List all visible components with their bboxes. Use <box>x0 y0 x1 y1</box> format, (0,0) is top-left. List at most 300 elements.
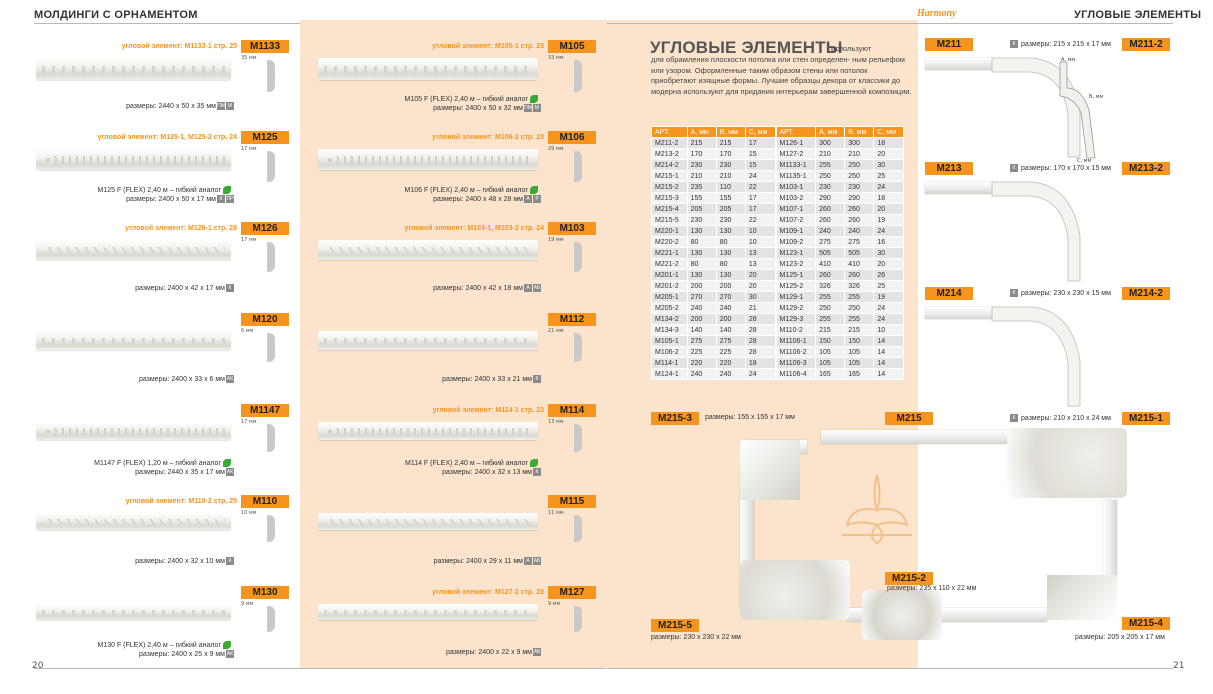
corner-element-label <box>316 407 544 414</box>
table-cell: 230 <box>816 182 845 193</box>
table-cell: 24 <box>745 171 775 182</box>
molding-size-text: размеры: 2400 x 25 x 9 мм <box>138 650 225 658</box>
table-cell: 260 <box>816 215 845 226</box>
table-row <box>652 292 904 303</box>
table-cell: M214-2 <box>652 160 688 171</box>
table-cell: 225 <box>687 347 716 358</box>
depth-dim: 9 мм <box>241 601 254 607</box>
table-cell: M114-1 <box>652 358 688 369</box>
profile-section <box>574 60 582 92</box>
table-row <box>652 336 904 347</box>
material-badge: А <box>524 284 532 292</box>
profile-section <box>267 333 275 362</box>
table-cell: 410 <box>816 259 845 270</box>
corner-element-text: угловой элемент: M103-1, M103-2 <box>404 225 519 232</box>
corner-code-tag-2: M211-2 <box>1122 38 1170 51</box>
table-cell: 20 <box>874 259 904 270</box>
molding-code-tag: M112 <box>548 313 596 326</box>
table-cell: 16 <box>874 237 904 248</box>
table-cell: M110-2 <box>776 325 816 336</box>
corner-size-text: размеры: 215 x 215 x 17 мм <box>1021 40 1111 48</box>
table-row <box>652 193 904 204</box>
depth-dim: 17 мм <box>241 237 257 243</box>
m215-tag: M215 <box>885 412 933 425</box>
molding-size <box>124 195 234 203</box>
table-cell: 105 <box>845 358 874 369</box>
table-cell: M129-2 <box>776 303 816 314</box>
table-row <box>652 303 904 314</box>
table-cell: 240 <box>816 226 845 237</box>
depth-dim: 10 мм <box>241 510 257 516</box>
table-header-cell: A, мм <box>816 127 845 138</box>
m215-3-tag: M215-3 <box>651 412 699 425</box>
table-cell: 255 <box>845 314 874 325</box>
molding-size-text: размеры: 2400 x 22 x 9 мм <box>445 648 532 656</box>
molding-code-tag: M126 <box>241 222 289 235</box>
molding-size <box>124 468 234 476</box>
molding-image <box>36 422 231 440</box>
material-badge: АБ <box>533 649 541 655</box>
table-row <box>652 160 904 171</box>
corner-element-label <box>316 589 544 596</box>
table-cell: 20 <box>745 270 775 281</box>
profile-section <box>574 242 582 272</box>
corner-size <box>1009 40 1111 48</box>
profile-section <box>574 333 582 362</box>
corner-code-tag: M211 <box>925 38 973 51</box>
material-badge: К <box>217 195 225 203</box>
table-cell: 240 <box>687 303 716 314</box>
table-cell: 210 <box>816 149 845 160</box>
table-cell: 225 <box>716 347 745 358</box>
table-cell: 18 <box>745 358 775 369</box>
table-cell: 215 <box>816 325 845 336</box>
corner-size-text: размеры: 230 x 230 x 15 мм <box>1021 289 1111 297</box>
leaf-icon <box>223 641 231 649</box>
molding-size <box>431 104 541 112</box>
molding-image <box>318 58 538 80</box>
table-cell: M103-2 <box>776 193 816 204</box>
table-cell: 255 <box>816 314 845 325</box>
table-cell: 165 <box>845 369 874 380</box>
right-page-header: УГЛОВЫЕ ЭЛЕМЕНТЫ <box>1074 9 1202 21</box>
table-cell: 270 <box>687 292 716 303</box>
profile-section <box>267 242 275 272</box>
corner-element-text: угловой элемент: M110-2 <box>125 498 212 505</box>
molding-code-tag: M127 <box>548 586 596 599</box>
page-ref: стр. 24 <box>520 225 544 232</box>
table-cell: 18 <box>874 193 904 204</box>
table-cell: M215-1 <box>652 171 688 182</box>
dim-b-text: B, мм <box>1089 94 1104 100</box>
profile-section <box>267 424 275 452</box>
table-cell: 215 <box>716 138 745 149</box>
intro-text: для обрамления плоскости потолка или стен определен- ным рельефом или узором. Оформленные таким образом стены или потолок приобретают изящные формы. Лучшие образцы декора от классики до модерна используют для придания интерьерам завершенной композиции. <box>651 55 912 96</box>
footer-rule <box>34 668 606 669</box>
depth-dim: 6 мм <box>241 328 254 334</box>
table-cell: 205 <box>687 204 716 215</box>
table-row <box>652 171 904 182</box>
table-cell: 250 <box>845 303 874 314</box>
table-cell: 240 <box>716 369 745 380</box>
page-ref: стр. 23 <box>520 43 544 50</box>
table-cell: 130 <box>687 270 716 281</box>
table-cell: 275 <box>845 237 874 248</box>
table-row <box>652 182 904 193</box>
table-cell: 130 <box>687 248 716 259</box>
profile-section <box>267 606 275 632</box>
leaf-icon <box>530 186 538 194</box>
molding-size-text: размеры: 2400 x 50 x 32 мм <box>433 104 523 112</box>
table-cell: 240 <box>687 369 716 380</box>
leaf-icon <box>530 95 538 103</box>
table-cell: M215-5 <box>652 215 688 226</box>
table-cell: 250 <box>816 303 845 314</box>
flex-analog-text <box>316 459 538 467</box>
m215-4-size: размеры: 205 x 205 x 17 мм <box>1075 634 1165 641</box>
table-cell: 17 <box>745 138 775 149</box>
table-cell: 130 <box>716 226 745 237</box>
table-cell: 19 <box>874 292 904 303</box>
table-header-cell: АРТ. <box>776 127 816 138</box>
table-header-cell: C, мм <box>745 127 775 138</box>
molding-image <box>318 331 538 350</box>
table-cell: 110 <box>716 182 745 193</box>
dim-c-text: C, мм <box>1077 158 1092 164</box>
table-cell: 155 <box>716 193 745 204</box>
material-badge: АК <box>226 469 234 475</box>
table-cell: M107-1 <box>776 204 816 215</box>
table-cell: 410 <box>845 259 874 270</box>
corner-m215-1-image <box>1007 428 1127 498</box>
corner-curve-image <box>992 301 1092 411</box>
table-cell: 80 <box>716 237 745 248</box>
corner-element-text: угловой элемент: M105-1 <box>432 43 519 50</box>
table-cell: 210 <box>716 171 745 182</box>
molding-code-tag: M125 <box>241 131 289 144</box>
table-cell: 22 <box>745 215 775 226</box>
molding-size <box>431 284 541 292</box>
table-cell: 130 <box>716 270 745 281</box>
material-badge: М <box>227 103 233 109</box>
table-cell: 326 <box>816 281 845 292</box>
table-cell: M106-2 <box>652 347 688 358</box>
depth-dim: 17 мм <box>241 146 257 152</box>
table-cell: M201-2 <box>652 281 688 292</box>
table-cell: 275 <box>716 336 745 347</box>
molding-size <box>124 650 234 658</box>
molding-image <box>318 604 538 620</box>
corner-code-tag-2: M214-2 <box>1122 287 1170 300</box>
table-cell: 150 <box>816 336 845 347</box>
flex-analog-label: M114 F (FLEX) 2,40 м – гибкий аналог <box>405 459 528 467</box>
material-badge: К <box>226 284 234 292</box>
table-cell: 220 <box>687 358 716 369</box>
material-badge: АК <box>226 651 234 657</box>
leaf-icon <box>223 459 231 467</box>
table-cell: 230 <box>687 215 716 226</box>
molding-size-text: размеры: 2400 x 48 x 28 мм <box>433 195 523 203</box>
molding-code-tag: M120 <box>241 313 289 326</box>
table-cell: 220 <box>716 358 745 369</box>
table-cell: 30 <box>874 160 904 171</box>
table-header-cell: C, мм <box>874 127 904 138</box>
table-row <box>652 347 904 358</box>
table-cell: 25 <box>874 281 904 292</box>
corner-code-tag: M214 <box>925 287 973 300</box>
page-ref: стр. 25 <box>213 43 237 50</box>
depth-dim: 11 мм <box>548 510 564 516</box>
corner-element-text: угловой элемент: M127-2 <box>432 589 519 596</box>
table-cell: M1133-1 <box>776 160 816 171</box>
table-cell: M127-2 <box>776 149 816 160</box>
table-row <box>652 358 904 369</box>
table-cell: 210 <box>687 171 716 182</box>
table-cell: 20 <box>874 204 904 215</box>
molding-image <box>318 149 538 170</box>
table-cell: 24 <box>874 182 904 193</box>
table-cell: 326 <box>845 281 874 292</box>
table-cell: 260 <box>845 204 874 215</box>
table-cell: M213-2 <box>652 149 688 160</box>
corner-horizontal-arm <box>925 182 995 194</box>
table-cell: M125-2 <box>776 281 816 292</box>
profile-section <box>574 606 582 632</box>
table-cell: 260 <box>816 204 845 215</box>
table-cell: 155 <box>687 193 716 204</box>
flex-analog-label: M105 F (FLEX) 2,40 м – гибкий аналог <box>404 95 528 103</box>
intro-lead: используют <box>831 44 872 53</box>
profile-section <box>574 515 582 542</box>
table-row <box>652 215 904 226</box>
molding-size <box>124 557 234 565</box>
corner-element-text: угловой элемент: M125-1, M125-2 <box>97 134 212 141</box>
table-cell: 255 <box>845 292 874 303</box>
table-cell: M1106-2 <box>776 347 816 358</box>
table-cell: M109-2 <box>776 237 816 248</box>
table-cell: 215 <box>687 138 716 149</box>
table-header-cell: B, мм <box>845 127 874 138</box>
material-badge: К <box>1010 40 1018 48</box>
depth-dim: 35 мм <box>241 55 257 61</box>
material-badge: ПМ <box>217 103 225 109</box>
leaf-icon <box>223 186 231 194</box>
corner-horizontal-arm <box>925 58 995 70</box>
table-cell: 24 <box>874 226 904 237</box>
table-cell: 505 <box>845 248 874 259</box>
flex-analog-text <box>34 186 231 194</box>
corner-element-label <box>34 498 237 505</box>
table-cell: 260 <box>816 270 845 281</box>
material-badge: К <box>533 375 541 383</box>
table-cell: M221-1 <box>652 248 688 259</box>
table-cell: 230 <box>687 160 716 171</box>
m215-5-size: размеры: 230 x 230 x 22 мм <box>651 634 741 641</box>
material-badge: АК <box>226 376 234 382</box>
m215-1-tag: M215-1 <box>1122 412 1170 425</box>
table-cell: 300 <box>845 138 874 149</box>
material-badge: К <box>1010 414 1018 422</box>
material-badge: К <box>533 468 541 476</box>
table-cell: 250 <box>845 171 874 182</box>
material-badge: А <box>524 557 532 565</box>
table-cell: 300 <box>816 138 845 149</box>
page-ref: стр. 24 <box>213 134 237 141</box>
table-cell: 24 <box>874 314 904 325</box>
table-cell: 14 <box>874 358 904 369</box>
flex-analog-label: M106 F (FLEX) 2,40 м – гибкий аналог <box>404 186 528 194</box>
table-cell: 28 <box>745 347 775 358</box>
m215-5-tag: M215-5 <box>651 619 699 632</box>
profile-section <box>267 60 275 92</box>
table-cell: M221-2 <box>652 259 688 270</box>
table-cell: 10 <box>745 226 775 237</box>
flex-analog-label: M130 F (FLEX) 2,40 м – гибкий аналог <box>97 641 221 649</box>
table-cell: 24 <box>745 369 775 380</box>
molding-size <box>124 375 234 383</box>
table-cell: 290 <box>845 193 874 204</box>
table-row <box>652 204 904 215</box>
table-cell: 105 <box>845 347 874 358</box>
table-cell: M123-2 <box>776 259 816 270</box>
table-cell: 28 <box>745 336 775 347</box>
table-cell: 13 <box>745 248 775 259</box>
corner-size-text: размеры: 210 x 210 x 24 мм <box>1021 414 1111 422</box>
molding-code-tag: M130 <box>241 586 289 599</box>
corner-element-text: угловой элемент: M106-2 <box>432 134 519 141</box>
table-cell: 105 <box>816 358 845 369</box>
table-cell: 200 <box>687 314 716 325</box>
table-cell: M129-1 <box>776 292 816 303</box>
molding-size <box>431 468 541 476</box>
table-cell: M126-1 <box>776 138 816 149</box>
table-cell: M205-1 <box>652 292 688 303</box>
table-cell: 260 <box>845 215 874 226</box>
ornament-icon <box>832 465 922 545</box>
depth-dim: 13 мм <box>548 419 564 425</box>
table-cell: 26 <box>874 270 904 281</box>
molding-size-text: размеры: 2400 x 29 x 11 мм <box>433 557 523 565</box>
corner-element-text: угловой элемент: M114-1 <box>432 407 519 414</box>
profile-section <box>267 515 275 542</box>
page-ref: стр. 23 <box>520 134 544 141</box>
table-cell: 14 <box>874 347 904 358</box>
m215-2-size: размеры: 235 x 110 x 22 мм <box>887 585 977 592</box>
material-badge: Р <box>533 195 541 203</box>
corner-diagram <box>1057 57 1104 164</box>
table-header-cell: B, мм <box>716 127 745 138</box>
table-cell: M1106-3 <box>776 358 816 369</box>
material-badge: АБ <box>533 558 541 564</box>
table-cell: M124-1 <box>652 369 688 380</box>
table-cell: M205-2 <box>652 303 688 314</box>
corner-element-label <box>316 43 544 50</box>
table-cell: 20 <box>745 281 775 292</box>
table-cell: 10 <box>874 325 904 336</box>
table-cell: 240 <box>716 303 745 314</box>
molding-size-text: размеры: 2400 x 33 x 6 мм <box>138 375 225 383</box>
table-cell: 170 <box>687 149 716 160</box>
table-row <box>652 259 904 270</box>
table-cell: M1135-1 <box>776 171 816 182</box>
table-cell: M105-1 <box>652 336 688 347</box>
footer-rule-right <box>607 668 1173 669</box>
table-row <box>652 281 904 292</box>
molding-image <box>36 149 231 170</box>
molding-code-tag: M114 <box>548 404 596 417</box>
table-cell: 260 <box>845 270 874 281</box>
table-row <box>652 237 904 248</box>
table-header-cell: A, мм <box>687 127 716 138</box>
molding-code-tag: M1133 <box>241 40 289 53</box>
table-cell: 17 <box>745 204 775 215</box>
table-cell: 80 <box>716 259 745 270</box>
table-cell: 13 <box>745 259 775 270</box>
molding-size <box>124 102 234 110</box>
flex-analog-text <box>316 186 538 194</box>
right-page <box>607 0 1213 694</box>
material-badge: К <box>1010 164 1018 172</box>
table-cell: 240 <box>845 226 874 237</box>
molding-image <box>318 240 538 260</box>
table-cell: 200 <box>716 314 745 325</box>
corner-element-text: угловой элемент: M1133-1 <box>121 43 212 50</box>
header-rule-right <box>607 23 1173 24</box>
table-cell: 14 <box>874 369 904 380</box>
corner-curve-image <box>992 176 1092 286</box>
material-badge: АБ <box>533 285 541 291</box>
table-cell: M220-2 <box>652 237 688 248</box>
table-cell: 22 <box>745 182 775 193</box>
flex-analog-text <box>34 459 231 467</box>
table-cell: 21 <box>745 303 775 314</box>
flex-analog-label: M1147 F (FLEX) 1,20 м – гибкий аналог <box>94 459 221 467</box>
material-badge: ПМ <box>524 105 532 111</box>
profile-section <box>267 151 275 182</box>
corner-element-text: угловой элемент: M126-1 <box>125 225 212 232</box>
molding-image <box>36 58 231 80</box>
molding-image <box>36 604 231 620</box>
table-cell: 25 <box>874 171 904 182</box>
molding-size <box>431 375 541 383</box>
table-cell: 150 <box>845 336 874 347</box>
table-cell: 19 <box>874 215 904 226</box>
molding-size <box>431 557 541 565</box>
molding-size-text: размеры: 2400 x 33 x 21 мм <box>442 375 532 383</box>
table-row <box>652 270 904 281</box>
material-badge: ПР <box>226 196 234 202</box>
table-row <box>652 325 904 336</box>
molding-size <box>431 195 541 203</box>
table-cell: 230 <box>845 182 874 193</box>
table-cell: 205 <box>716 204 745 215</box>
table-cell: 130 <box>687 226 716 237</box>
molding-code-tag: M105 <box>548 40 596 53</box>
corner-horizontal-arm <box>925 307 995 319</box>
corner-element-label <box>34 225 237 232</box>
molding-size-text: размеры: 2400 x 42 x 17 мм <box>135 284 225 292</box>
table-cell: M215-4 <box>652 204 688 215</box>
molding-image <box>318 513 538 530</box>
left-page-header: МОЛДИНГИ С ОРНАМЕНТОМ <box>34 9 198 21</box>
table-cell: 170 <box>716 149 745 160</box>
table-cell: 18 <box>874 138 904 149</box>
table-cell: 30 <box>874 248 904 259</box>
page-number-right: 21 <box>1173 661 1185 671</box>
table-row <box>652 226 904 237</box>
molding-image <box>318 422 538 440</box>
corner-m215-2-image <box>862 590 942 640</box>
